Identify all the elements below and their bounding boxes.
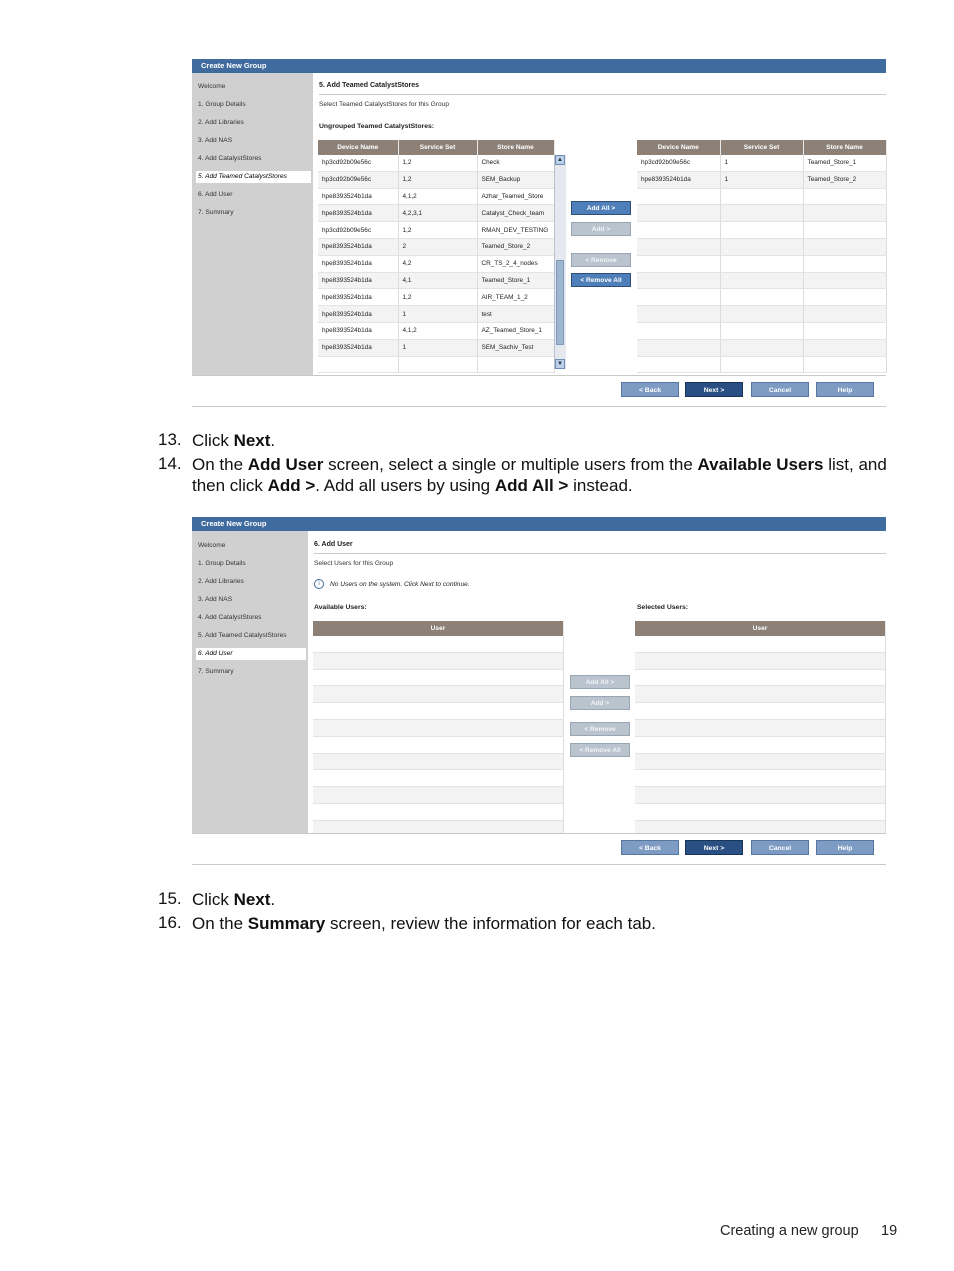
table-cell xyxy=(477,356,554,373)
empty-row xyxy=(313,686,564,703)
column-header-service-set[interactable]: Service Set xyxy=(398,140,477,155)
table-row[interactable] xyxy=(637,306,886,323)
step-add-teamed-catalyststores[interactable]: 5. Add Teamed CatalystStores xyxy=(196,171,311,183)
table-cell xyxy=(803,356,886,373)
empty-row xyxy=(635,703,886,720)
table-cell xyxy=(803,272,886,289)
table-cell xyxy=(803,322,886,339)
wizard-content xyxy=(308,531,886,833)
window-title: Create New Group xyxy=(192,517,886,531)
table-row[interactable] xyxy=(318,356,554,373)
table-cell: Azhar_Teamed_Store xyxy=(477,188,554,205)
table-cell xyxy=(313,652,564,669)
table-row[interactable] xyxy=(637,222,886,239)
table-cell xyxy=(313,703,564,720)
remove-button[interactable]: < Remove xyxy=(570,722,630,736)
empty-row xyxy=(313,719,564,736)
table-cell xyxy=(637,306,720,323)
scroll-thumb[interactable] xyxy=(556,260,564,345)
column-header-store-name[interactable]: Store Name xyxy=(477,140,554,155)
table-cell xyxy=(803,339,886,356)
table-cell xyxy=(313,719,564,736)
help-button[interactable]: Help xyxy=(816,382,874,397)
table-cell xyxy=(637,322,720,339)
table-cell xyxy=(635,719,886,736)
table-row[interactable] xyxy=(637,188,886,205)
ui-term-add-user: Add User xyxy=(247,455,324,474)
table-cell xyxy=(720,205,803,222)
add-button[interactable]: Add > xyxy=(571,222,631,236)
instruction-14-line-2: then click Add >. Add all users by using Add All > instead. xyxy=(192,476,633,495)
add-all-button[interactable]: Add All > xyxy=(570,675,630,689)
table-cell: hp3cd92b09e56c xyxy=(318,222,398,239)
step-add-user[interactable]: 6. Add User xyxy=(198,191,233,198)
table-cell: Teamed_Store_1 xyxy=(803,155,886,171)
table-cell xyxy=(637,205,720,222)
empty-row xyxy=(635,636,886,652)
table-cell xyxy=(313,770,564,787)
page-heading: 5. Add Teamed CatalystStores xyxy=(319,82,419,89)
empty-row xyxy=(635,736,886,753)
table-cell: Catalyst_Check_team xyxy=(477,205,554,222)
step-add-libraries[interactable]: 2. Add Libraries xyxy=(198,119,244,126)
table-row[interactable] xyxy=(318,322,554,339)
empty-row xyxy=(313,770,564,787)
table-row[interactable] xyxy=(637,238,886,255)
ui-term-next: Next xyxy=(233,431,271,450)
next-button[interactable]: Next > xyxy=(685,840,743,855)
table-cell xyxy=(635,636,886,652)
table-cell xyxy=(637,238,720,255)
table-row[interactable] xyxy=(637,155,886,171)
cancel-button[interactable]: Cancel xyxy=(751,382,809,397)
column-header-store-name[interactable]: Store Name xyxy=(803,140,886,155)
add-button[interactable]: Add > xyxy=(570,696,630,710)
table-cell: 2 xyxy=(398,238,477,255)
empty-row xyxy=(635,753,886,770)
table-cell: hpe8393524b1da xyxy=(318,339,398,356)
instruction-14-line-1: On the Add User screen, select a single or multiple users from the Available Users list, and xyxy=(192,455,887,474)
table-cell: 1,2 xyxy=(398,289,477,306)
table-cell xyxy=(398,356,477,373)
no-users-notice: i No Users on the system. Click Next to continue. xyxy=(314,579,470,589)
remove-all-button[interactable]: < Remove All xyxy=(571,273,631,287)
wizard-footer xyxy=(192,375,886,407)
table-row[interactable] xyxy=(318,238,554,255)
step-summary[interactable]: 7. Summary xyxy=(198,209,234,216)
empty-row xyxy=(313,652,564,669)
step-welcome[interactable]: Welcome xyxy=(198,542,226,549)
table-cell: Teamed_Store_2 xyxy=(477,238,554,255)
table-cell: hp3cd92b09e56c xyxy=(318,171,398,188)
table-cell xyxy=(720,238,803,255)
table-cell: AZ_Teamed_Store_1 xyxy=(477,322,554,339)
table-cell xyxy=(635,669,886,686)
table-cell xyxy=(720,306,803,323)
table-cell: 1 xyxy=(720,171,803,188)
ui-term-summary: Summary xyxy=(247,914,326,933)
empty-row xyxy=(313,636,564,652)
wizard-footer xyxy=(192,833,886,865)
table-cell: 1,2 xyxy=(398,171,477,188)
step-add-user[interactable]: 6. Add User xyxy=(196,648,306,660)
available-table-scrollbar[interactable] xyxy=(554,155,566,369)
table-row[interactable] xyxy=(318,289,554,306)
page-heading: 6. Add User xyxy=(314,541,353,548)
remove-all-button[interactable]: < Remove All xyxy=(570,743,630,757)
empty-row xyxy=(313,703,564,720)
table-row[interactable] xyxy=(318,222,554,239)
table-cell xyxy=(313,736,564,753)
table-cell xyxy=(635,770,886,787)
table-cell xyxy=(720,222,803,239)
empty-row xyxy=(635,686,886,703)
info-icon: i xyxy=(314,579,324,589)
ui-term-add: Add > xyxy=(267,476,316,495)
table-row[interactable] xyxy=(637,255,886,272)
table-cell: test xyxy=(477,306,554,323)
back-button[interactable]: < Back xyxy=(621,382,679,397)
empty-row xyxy=(313,753,564,770)
step-add-catalyststores[interactable]: 4. Add CatalystStores xyxy=(198,614,262,621)
table-cell xyxy=(637,339,720,356)
table-cell: hpe8393524b1da xyxy=(318,188,398,205)
table-cell xyxy=(720,255,803,272)
back-button[interactable]: < Back xyxy=(621,840,679,855)
table-cell: hp3cd92b09e56c xyxy=(637,155,720,171)
table-cell: CR_TS_2_4_nodes xyxy=(477,255,554,272)
empty-row xyxy=(635,652,886,669)
table-cell: SEM_Backup xyxy=(477,171,554,188)
table-cell: hpe8393524b1da xyxy=(318,272,398,289)
table-cell xyxy=(803,222,886,239)
table-cell xyxy=(803,238,886,255)
empty-row xyxy=(635,787,886,804)
table-row[interactable] xyxy=(318,255,554,272)
table-row[interactable] xyxy=(637,289,886,306)
table-cell: hpe8393524b1da xyxy=(318,322,398,339)
ui-term-add-all: Add All > xyxy=(494,476,569,495)
page-instructions: Select Teamed CatalystStores for this Group xyxy=(319,101,449,108)
list-number-16: 16. xyxy=(158,913,182,932)
column-header-service-set[interactable]: Service Set xyxy=(720,140,803,155)
table-cell: hpe8393524b1da xyxy=(318,255,398,272)
selected-users-table xyxy=(635,621,886,838)
empty-row xyxy=(635,770,886,787)
table-cell: 1 xyxy=(398,339,477,356)
column-header-user[interactable]: User xyxy=(635,621,886,636)
scroll-down-icon[interactable]: ▼ xyxy=(555,359,565,369)
table-row[interactable] xyxy=(637,171,886,188)
column-header-device-name[interactable]: Device Name xyxy=(637,140,720,155)
table-cell xyxy=(313,686,564,703)
wizard-content xyxy=(313,73,886,375)
page-instructions: Select Users for this Group xyxy=(314,560,394,567)
step-group-details[interactable]: 1. Group Details xyxy=(198,101,246,108)
table-cell: 4,1 xyxy=(398,272,477,289)
ui-term-next: Next xyxy=(233,890,271,909)
list-number-15: 15. xyxy=(158,889,182,908)
table-cell: hpe8393524b1da xyxy=(318,238,398,255)
available-users-table xyxy=(313,621,564,838)
table-cell xyxy=(803,306,886,323)
available-list-label: Ungrouped Teamed CatalystStores: xyxy=(319,123,435,130)
table-cell: hpe8393524b1da xyxy=(318,306,398,323)
step-summary[interactable]: 7. Summary xyxy=(198,668,234,675)
table-cell xyxy=(635,753,886,770)
heading-divider xyxy=(319,94,886,95)
table-cell xyxy=(803,188,886,205)
table-cell xyxy=(803,255,886,272)
table-row[interactable] xyxy=(637,322,886,339)
table-cell: 4,1,2 xyxy=(398,322,477,339)
table-row[interactable] xyxy=(318,205,554,222)
scroll-up-icon[interactable]: ▲ xyxy=(555,155,565,165)
table-cell xyxy=(637,272,720,289)
heading-divider xyxy=(314,553,886,554)
table-cell xyxy=(720,356,803,373)
step-group-details[interactable]: 1. Group Details xyxy=(198,560,246,567)
table-cell xyxy=(313,636,564,652)
table-cell xyxy=(803,289,886,306)
table-cell: 1,2 xyxy=(398,155,477,171)
empty-row xyxy=(635,669,886,686)
footer-section-title: Creating a new group xyxy=(720,1223,859,1239)
table-row[interactable] xyxy=(637,339,886,356)
step-add-catalyststores[interactable]: 4. Add CatalystStores xyxy=(198,155,262,162)
step-add-nas[interactable]: 3. Add NAS xyxy=(198,137,233,144)
table-cell: 4,2 xyxy=(398,255,477,272)
table-row[interactable] xyxy=(318,339,554,356)
page-number: 19 xyxy=(881,1223,898,1239)
screenshot-add-user xyxy=(192,517,886,865)
table-cell xyxy=(313,787,564,804)
remove-button[interactable]: < Remove xyxy=(571,253,631,267)
table-cell: Teamed_Store_1 xyxy=(477,272,554,289)
table-cell xyxy=(313,803,564,820)
table-cell xyxy=(720,188,803,205)
table-cell: Check xyxy=(477,155,554,171)
table-cell: 1,2 xyxy=(398,222,477,239)
table-cell xyxy=(635,686,886,703)
empty-row xyxy=(313,736,564,753)
table-cell: hpe8393524b1da xyxy=(318,205,398,222)
column-header-device-name[interactable]: Device Name xyxy=(318,140,398,155)
table-cell xyxy=(637,255,720,272)
empty-row xyxy=(313,787,564,804)
table-cell xyxy=(720,339,803,356)
available-users-label: Available Users: xyxy=(314,604,367,611)
step-welcome[interactable]: Welcome xyxy=(198,83,226,90)
step-add-libraries[interactable]: 2. Add Libraries xyxy=(198,578,244,585)
table-cell xyxy=(635,703,886,720)
table-cell xyxy=(635,652,886,669)
step-add-teamed-catalyststores[interactable]: 5. Add Teamed CatalystStores xyxy=(198,632,287,639)
table-cell xyxy=(635,736,886,753)
table-cell: RMAN_DEV_TESTING xyxy=(477,222,554,239)
cancel-button[interactable]: Cancel xyxy=(751,840,809,855)
empty-row xyxy=(635,719,886,736)
empty-row xyxy=(313,669,564,686)
table-cell: hp3cd92b09e56c xyxy=(318,155,398,171)
table-cell: 4,2,3,1 xyxy=(398,205,477,222)
table-row[interactable] xyxy=(318,188,554,205)
selected-users-label: Selected Users: xyxy=(637,604,689,611)
table-cell xyxy=(720,289,803,306)
selected-stores-table xyxy=(637,140,887,373)
add-all-button[interactable]: Add All > xyxy=(571,201,631,215)
table-cell xyxy=(720,322,803,339)
list-number-13: 13. xyxy=(158,430,182,449)
table-cell xyxy=(637,289,720,306)
wizard-steps-sidebar xyxy=(192,73,313,375)
list-number-14: 14. xyxy=(158,454,182,473)
table-row[interactable] xyxy=(637,272,886,289)
table-cell xyxy=(637,356,720,373)
instruction-13: Click Next. xyxy=(192,431,276,450)
table-cell xyxy=(637,222,720,239)
table-row[interactable] xyxy=(318,306,554,323)
next-button[interactable]: Next > xyxy=(685,382,743,397)
table-cell: Teamed_Store_2 xyxy=(803,171,886,188)
screenshot-add-teamed-catalyst-stores xyxy=(192,59,886,405)
table-row[interactable] xyxy=(637,205,886,222)
table-cell xyxy=(637,188,720,205)
available-stores-table xyxy=(318,140,555,373)
instruction-16: On the Summary screen, review the information for each tab. xyxy=(192,914,656,933)
table-cell: AIR_TEAM_1_2 xyxy=(477,289,554,306)
table-row[interactable] xyxy=(318,171,554,188)
ui-term-available-users: Available Users xyxy=(697,455,824,474)
step-add-nas[interactable]: 3. Add NAS xyxy=(198,596,233,603)
table-cell xyxy=(720,272,803,289)
table-cell: 4,1,2 xyxy=(398,188,477,205)
window-title: Create New Group xyxy=(192,59,886,73)
instruction-15: Click Next. xyxy=(192,890,276,909)
table-row[interactable] xyxy=(318,155,554,171)
table-row[interactable] xyxy=(318,272,554,289)
empty-row xyxy=(635,803,886,820)
column-header-user[interactable]: User xyxy=(313,621,564,636)
table-cell: hpe8393524b1da xyxy=(318,289,398,306)
help-button[interactable]: Help xyxy=(816,840,874,855)
table-cell xyxy=(803,205,886,222)
table-row[interactable] xyxy=(637,356,886,373)
table-cell xyxy=(318,356,398,373)
wizard-steps-sidebar xyxy=(192,531,308,833)
table-cell xyxy=(635,787,886,804)
table-cell xyxy=(313,753,564,770)
table-cell: hpe8393524b1da xyxy=(637,171,720,188)
table-cell: 1 xyxy=(720,155,803,171)
table-cell xyxy=(635,803,886,820)
table-cell: SEM_Sachiv_Test xyxy=(477,339,554,356)
empty-row xyxy=(313,803,564,820)
table-cell xyxy=(313,669,564,686)
table-cell: 1 xyxy=(398,306,477,323)
